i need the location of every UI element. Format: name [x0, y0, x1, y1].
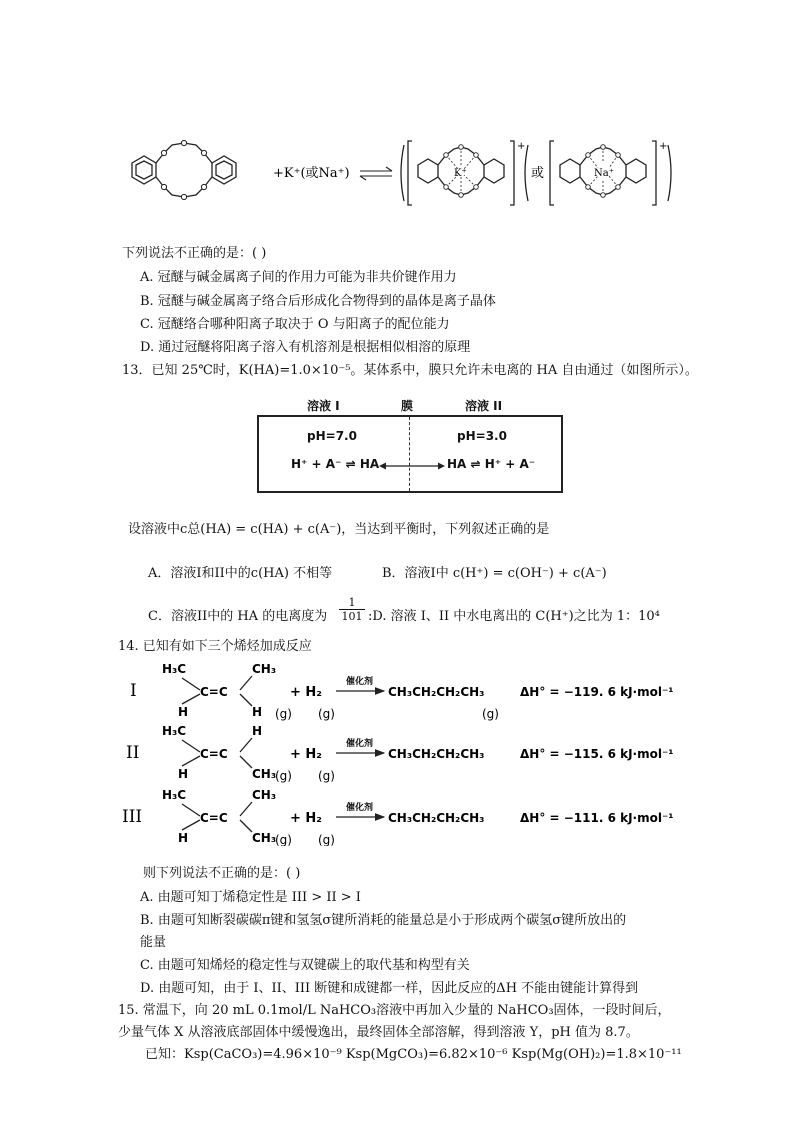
svg-text:+ H₂: + H₂ [290, 685, 322, 700]
svg-text:C=C: C=C [200, 811, 228, 825]
q14-option-a: A. 由题可知丁烯稳定性是 III > II > I [140, 890, 361, 905]
reaction-2 [126, 724, 674, 783]
svg-text:(g): (g) [482, 707, 499, 721]
complex-charge-2: + [659, 141, 668, 152]
membrane-figure [257, 393, 563, 493]
q14-option-b-cont: 能量 [140, 935, 167, 950]
svg-text:(g): (g) [275, 769, 292, 783]
q13-stem: 13．已知 25℃时，K(HA)=1.0×10⁻⁵。某体系中，膜只允许未电离的 HA 自由通过（如图所示）。 [122, 363, 698, 378]
svg-text:H₃C: H₃C [162, 662, 187, 676]
svg-text:III: III [122, 807, 143, 827]
double-arrow [379, 461, 445, 471]
complex-k-center: K⁺ [454, 168, 467, 179]
svg-text:H₃C: H₃C [162, 724, 187, 738]
q13-option-a: A．溶液I和II中的c(HA) 不相等 [148, 566, 333, 581]
svg-text:(g): (g) [318, 833, 335, 846]
svg-text:+ H₂: + H₂ [290, 811, 322, 826]
q14-option-b: B. 由题可知断裂碳碳π键和氢氢σ键所消耗的能量总是小于形成两个碳氢σ键所放出的 [140, 913, 627, 928]
q13-option-c-fraction [339, 596, 365, 623]
solution-2-header: 溶液 II [465, 399, 503, 413]
membrane-header: 膜 [401, 399, 414, 413]
membrane-line [409, 417, 410, 491]
svg-text:CH₃CH₂CH₂CH₃: CH₃CH₂CH₂CH₃ [388, 685, 485, 699]
fraction-numerator: 1 [339, 596, 365, 610]
reaction-3 [122, 788, 674, 846]
svg-text:CH₃CH₂CH₂CH₃: CH₃CH₂CH₂CH₃ [388, 811, 485, 825]
svg-text:H: H [252, 724, 263, 738]
q12-stem: 下列说法不正确的是：( ) [122, 246, 267, 261]
svg-text:(g): (g) [275, 707, 292, 721]
crown-ether-scheme [120, 135, 690, 220]
svg-text:CH₃: CH₃ [252, 788, 277, 802]
svg-text:H: H [252, 705, 263, 719]
q12-option-d: D. 通过冠醚将阳离子溶入有机溶剂是根据相似相溶的原理 [140, 340, 471, 355]
svg-text:催化剂: 催化剂 [346, 677, 374, 687]
svg-text:+ H₂: + H₂ [290, 747, 322, 762]
svg-text:(g): (g) [275, 833, 292, 846]
scheme-reagent: +K⁺(或Na⁺) [273, 166, 350, 181]
q12-option-a: A. 冠醚与碱金属离子间的作用力可能为非共价键作用力 [140, 270, 457, 285]
svg-text:(g): (g) [318, 769, 335, 783]
q13-option-c: C．溶液II中的 HA 的电离度为 [148, 609, 328, 624]
svg-text:H: H [178, 767, 189, 781]
q14-question: 则下列说法不正确的是：( ) [143, 866, 301, 881]
q14-option-c: C. 由题可知烯烃的稳定性与双键碳上的取代基和构型有关 [140, 958, 470, 973]
fraction-denominator: 101 [341, 610, 363, 623]
equilibrium-arrow [360, 167, 392, 180]
q15-line-2: 少量气体 X 从溶液底部固体中缓慢逸出，最终固体全部溶解，得到溶液 Y，pH 值为 8.7。 [118, 1025, 639, 1040]
svg-text:C=C: C=C [200, 685, 228, 699]
q13-option-b: B．溶液I中 c(H⁺) = c(OH⁻) + c(A⁻) [382, 566, 607, 581]
complex-charge-1: + [517, 141, 526, 152]
svg-text:催化剂: 催化剂 [346, 803, 374, 813]
ph-2: pH=3.0 [457, 429, 507, 443]
svg-text:(g): (g) [318, 707, 335, 721]
svg-text:C=C: C=C [200, 747, 228, 761]
complex-na-center: Na⁺ [594, 168, 614, 179]
q14-stem: 14. 已知有如下三个烯烃加成反应 [118, 639, 312, 654]
svg-text:I: I [130, 681, 137, 701]
eq-2: HA ⇌ H⁺ + A⁻ [447, 457, 536, 471]
svg-text:ΔH° = −115. 6 kJ·mol⁻¹: ΔH° = −115. 6 kJ·mol⁻¹ [520, 747, 674, 761]
q12-option-c: C. 冠醚络合哪种阳离子取决于 O 与阳离子的配位能力 [140, 317, 450, 332]
eq-1: H⁺ + A⁻ ⇌ HA [291, 457, 380, 471]
q14-option-d: D. 由题可知，由于 I、II、III 断键和成键都一样，因此反应的ΔH 不能由键能计算得到 [140, 981, 639, 996]
solution-1-header: 溶液 I [307, 399, 340, 413]
svg-text:CH₃: CH₃ [252, 831, 277, 845]
svg-text:ΔH° = −119. 6 kJ·mol⁻¹: ΔH° = −119. 6 kJ·mol⁻¹ [520, 685, 674, 699]
svg-text:催化剂: 催化剂 [346, 739, 374, 749]
or-text: 或 [531, 166, 545, 181]
svg-text:CH₃CH₂CH₂CH₃: CH₃CH₂CH₂CH₃ [388, 747, 485, 761]
membrane-box [257, 415, 563, 493]
svg-text:II: II [126, 743, 140, 763]
alkene-reactions-figure [120, 656, 690, 846]
svg-text:CH₃: CH₃ [252, 767, 277, 781]
svg-text:H: H [178, 705, 189, 719]
svg-text:CH₃: CH₃ [252, 662, 277, 676]
q15-line-1: 15. 常温下，向 20 mL 0.1mol/L NaHCO₃溶液中再加入少量的 NaHCO₃固体，一段时间后， [118, 1003, 671, 1018]
svg-text:H: H [178, 831, 189, 845]
q15-line-3: 已知：Ksp(CaCO₃)=4.96×10⁻⁹ Ksp(MgCO₃)=6.82×10⁻⁶ Ksp(Mg(OH)₂)=1.8×10⁻¹¹ [145, 1047, 682, 1062]
svg-text:H₃C: H₃C [162, 788, 187, 802]
q13-given: 设溶液中c总(HA) = c(HA) + c(A⁻)，当达到平衡时，下列叙述正确的是 [128, 522, 550, 537]
svg-text:ΔH° = −111. 6 kJ·mol⁻¹: ΔH° = −111. 6 kJ·mol⁻¹ [520, 811, 674, 825]
q13-option-d: :D. 溶液 I、II 中水电离出的 C(H⁺)之比为 1：10⁴ [368, 609, 660, 624]
reaction-1 [130, 662, 674, 721]
q12-option-b: B. 冠醚与碱金属离子络合后形成化合物得到的晶体是离子晶体 [140, 294, 496, 309]
ph-1: pH=7.0 [307, 429, 357, 443]
